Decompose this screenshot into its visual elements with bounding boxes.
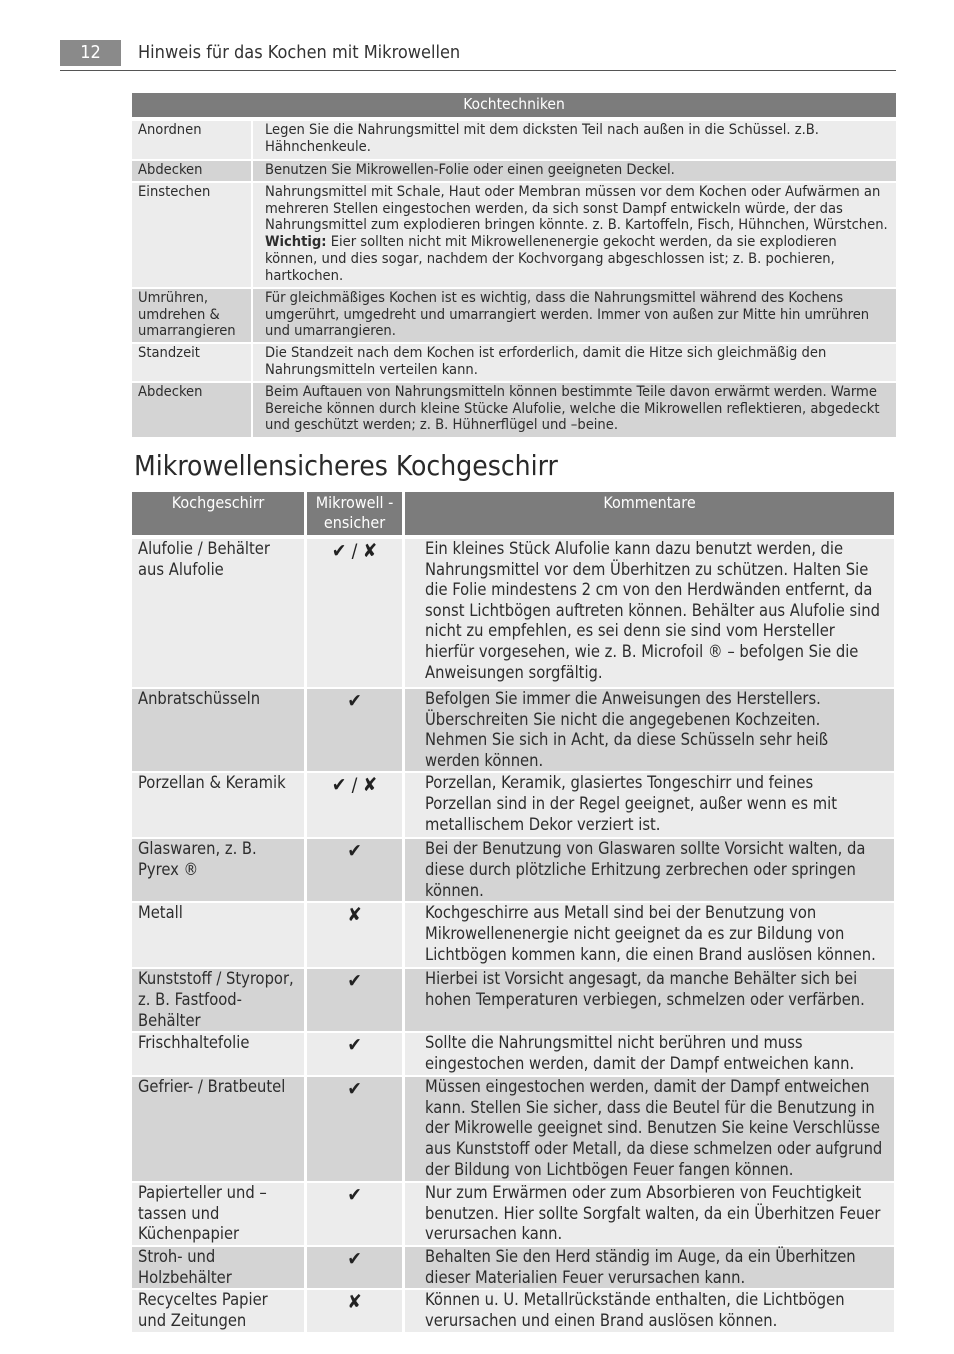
cookware-item: Metall (132, 903, 307, 969)
technique-row (132, 383, 896, 439)
cookware-row (132, 1077, 894, 1183)
safe-symbol: ✔ (307, 969, 405, 1033)
cookware-item: Frischhaltefolie (132, 1033, 307, 1077)
technique-text: Die Standzeit nach dem Kochen ist erforderlich, damit die Hitze sich gleichmäßig den Nahrungsmitteln verteilen kann. (253, 344, 896, 383)
technique-row (132, 289, 896, 344)
technique-text: Legen Sie die Nahrungsmittel mit dem dicksten Teil nach außen in die Schüssel. z.B. Hähnchenkeule. (253, 121, 896, 161)
cookware-row (132, 839, 894, 903)
page-number: 12 (60, 40, 121, 66)
technique-text: Nahrungsmittel mit Schale, Haut oder Membran müssen vor dem Kochen oder Aufwärmen an mehreren Stellen eingestochen werden, da sich sonst Dampf entwickeln würde, der das Nahrungsmittel zum explodieren bringen könnte. z. B. Kartoffeln, Fisch, Hühnchen, Würstchen. (265, 182, 888, 234)
column-header-microwave-safe (307, 492, 405, 539)
cookware-item: Gefrier- / Bratbeutel (132, 1077, 307, 1183)
important-label: Wichtig: (265, 233, 327, 251)
technique-row (132, 161, 896, 183)
technique-text: Benutzen Sie Mikrowellen-Folie oder einen geeigneten Deckel. (253, 161, 896, 183)
header-title: Hinweis für das Kochen mit Mikrowellen (138, 42, 461, 63)
technique-term: Abdecken (132, 161, 253, 183)
cookware-item: Alufolie / Behälter aus Alufolie (132, 539, 307, 689)
safe-symbol: ✘ (307, 903, 405, 969)
cookware-comment: Porzellan, Keramik, glasiertes Tongeschirr und feines Porzellan sind in der Regel geeignet, außer wenn es mit metallischem Dekor verziert ist. (405, 773, 894, 839)
cookware-row (132, 1033, 894, 1077)
cookware-item: Stroh- und Holzbehälter (132, 1247, 307, 1290)
cookware-item: Glaswaren, z. B. Pyrex ® (132, 839, 307, 903)
cookware-row (132, 773, 894, 839)
technique-row (132, 344, 896, 383)
page-header (60, 38, 896, 71)
technique-text: Für gleichmäßiges Kochen ist es wichtig, dass die Nahrungsmittel während des Kochens umgerührt, umgedreht und umarrangiert werden. Immer von außen zur Mitte hin umrühren und umarrangieren. (253, 289, 896, 344)
column-header-comments: Kommentare (405, 492, 894, 539)
cookware-comment: Befolgen Sie immer die Anweisungen des Herstellers. Überschreiten Sie nicht die angegebenen Kochzeiten. Nehmen Sie sich in Acht, da diese Schüsseln sehr heiß werden können. (405, 689, 894, 773)
cookware-item: Kunststoff / Styropor, z. B. Fastfood-Behälter (132, 969, 307, 1033)
cookware-comment: Hierbei ist Vorsicht angesagt, da manche Behälter sich bei hohen Temperaturen verbiegen, schmelzen oder verfärben. (405, 969, 894, 1033)
safe-symbol: ✔ (307, 1033, 405, 1077)
cookware-item: Porzellan & Keramik (132, 773, 307, 839)
cookware-row (132, 689, 894, 773)
cookware-row (132, 539, 894, 689)
cookware-comment: Bei der Benutzung von Glaswaren sollte Vorsicht walten, da diese durch plötzliche Erhitzung zerbrechen oder springen können. (405, 839, 894, 903)
important-text: Eier sollten nicht mit Mikrowellenenergie gekocht werden, da sie explodieren können, und dies sogar, nachdem der Kochvorgang abgeschlossen ist; z. B. pochieren, hartkochen. (265, 233, 837, 284)
cookware-comment: Müssen eingestochen werden, damit der Dampf entweichen kann. Stellen Sie sicher, dass die Beutel für die Benutzung in der Mikrowelle geeignet sind. Benutzen Sie keine Verschlüsse aus Kunststoff oder Metall, da diese schmelzen oder aufgrund der Bildung von Lichtbögen Feuer fangen können. (405, 1077, 894, 1183)
cookware-comment: Kochgeschirre aus Metall sind bei der Benutzung von Mikrowellenenergie nicht geeignet da es zur Bildung von Lichtbögen kommen kann, die einen Brand auslösen können. (405, 903, 894, 969)
cookware-row (132, 1247, 894, 1290)
cookware-item: Anbratschüsseln (132, 689, 307, 773)
safe-symbol: ✔ / ✘ (307, 773, 405, 839)
safe-symbol: ✔ (307, 1247, 405, 1290)
techniques-heading: Kochtechniken (132, 93, 896, 121)
column-header-cookware: Kochgeschirr (132, 492, 307, 539)
technique-term: Umrühren, umdrehen & umarrangieren (132, 289, 253, 344)
cookware-row (132, 1290, 894, 1334)
cookware-row (132, 969, 894, 1033)
technique-row (132, 121, 896, 161)
safe-symbol: ✘ (307, 1290, 405, 1334)
cookware-item: Papierteller und –tassen und Küchenpapier (132, 1183, 307, 1247)
cookware-comment: Sollte die Nahrungsmittel nicht berühren und muss eingestochen werden, damit der Dampf entweichen kann. (405, 1033, 894, 1077)
technique-term: Einstechen (132, 183, 253, 289)
cooking-techniques-table (132, 93, 896, 439)
cookware-row (132, 903, 894, 969)
cookware-comment: Ein kleines Stück Alufolie kann dazu benutzt werden, die Nahrungsmittel vor dem Überhitzen zu schützen. Halten Sie die Folie mindestens 2 cm von den Herdwänden entfernt, da sonst Lichtbögen auftreten können. Behälter aus Alufolie sind nicht zu empfehlen, es sei denn sie sind vom Hersteller hierfür vorgesehen, wie z. B. Microfoil ® – befolgen Sie die Anweisungen sorgfältig. (405, 539, 894, 689)
technique-text: Beim Auftauen von Nahrungsmitteln können bestimmte Teile davon erwärmt werden. Warme Bereiche können durch kleine Stücke Alufolie, welche die Mikrowellen reflektieren, abgedeckt und geschützt werden; z. B. Hühnerflügel und –beine. (253, 383, 896, 439)
microwave-safe-label: Mikrowell -ensicher (315, 493, 394, 532)
safe-symbol: ✔ (307, 1183, 405, 1247)
safe-symbol: ✔ / ✘ (307, 539, 405, 689)
cookware-comment: Behalten Sie den Herd ständig im Auge, da ein Überhitzen dieser Materialien Feuer verursachen kann. (405, 1247, 894, 1290)
technique-term: Standzeit (132, 344, 253, 383)
cookware-comment: Nur zum Erwärmen oder zum Absorbieren von Feuchtigkeit benutzen. Hier sollte Sorgfalt walten, da ein Überhitzen Feuer verursachen kann. (405, 1183, 894, 1247)
technique-term: Abdecken (132, 383, 253, 439)
cookware-item: Recyceltes Papier und Zeitungen (132, 1290, 307, 1334)
section-title: Mikrowellensicheres Kochgeschirr (134, 449, 558, 482)
safe-symbol: ✔ (307, 1077, 405, 1183)
cookware-row (132, 1183, 894, 1247)
cookware-comment: Können u. U. Metallrückstände enthalten, die Lichtbögen verursachen und einen Brand auslösen können. (405, 1290, 894, 1334)
technique-term: Anordnen (132, 121, 253, 161)
safe-symbol: ✔ (307, 839, 405, 903)
safe-symbol: ✔ (307, 689, 405, 773)
cookware-table (132, 492, 894, 1334)
technique-row (132, 183, 896, 289)
